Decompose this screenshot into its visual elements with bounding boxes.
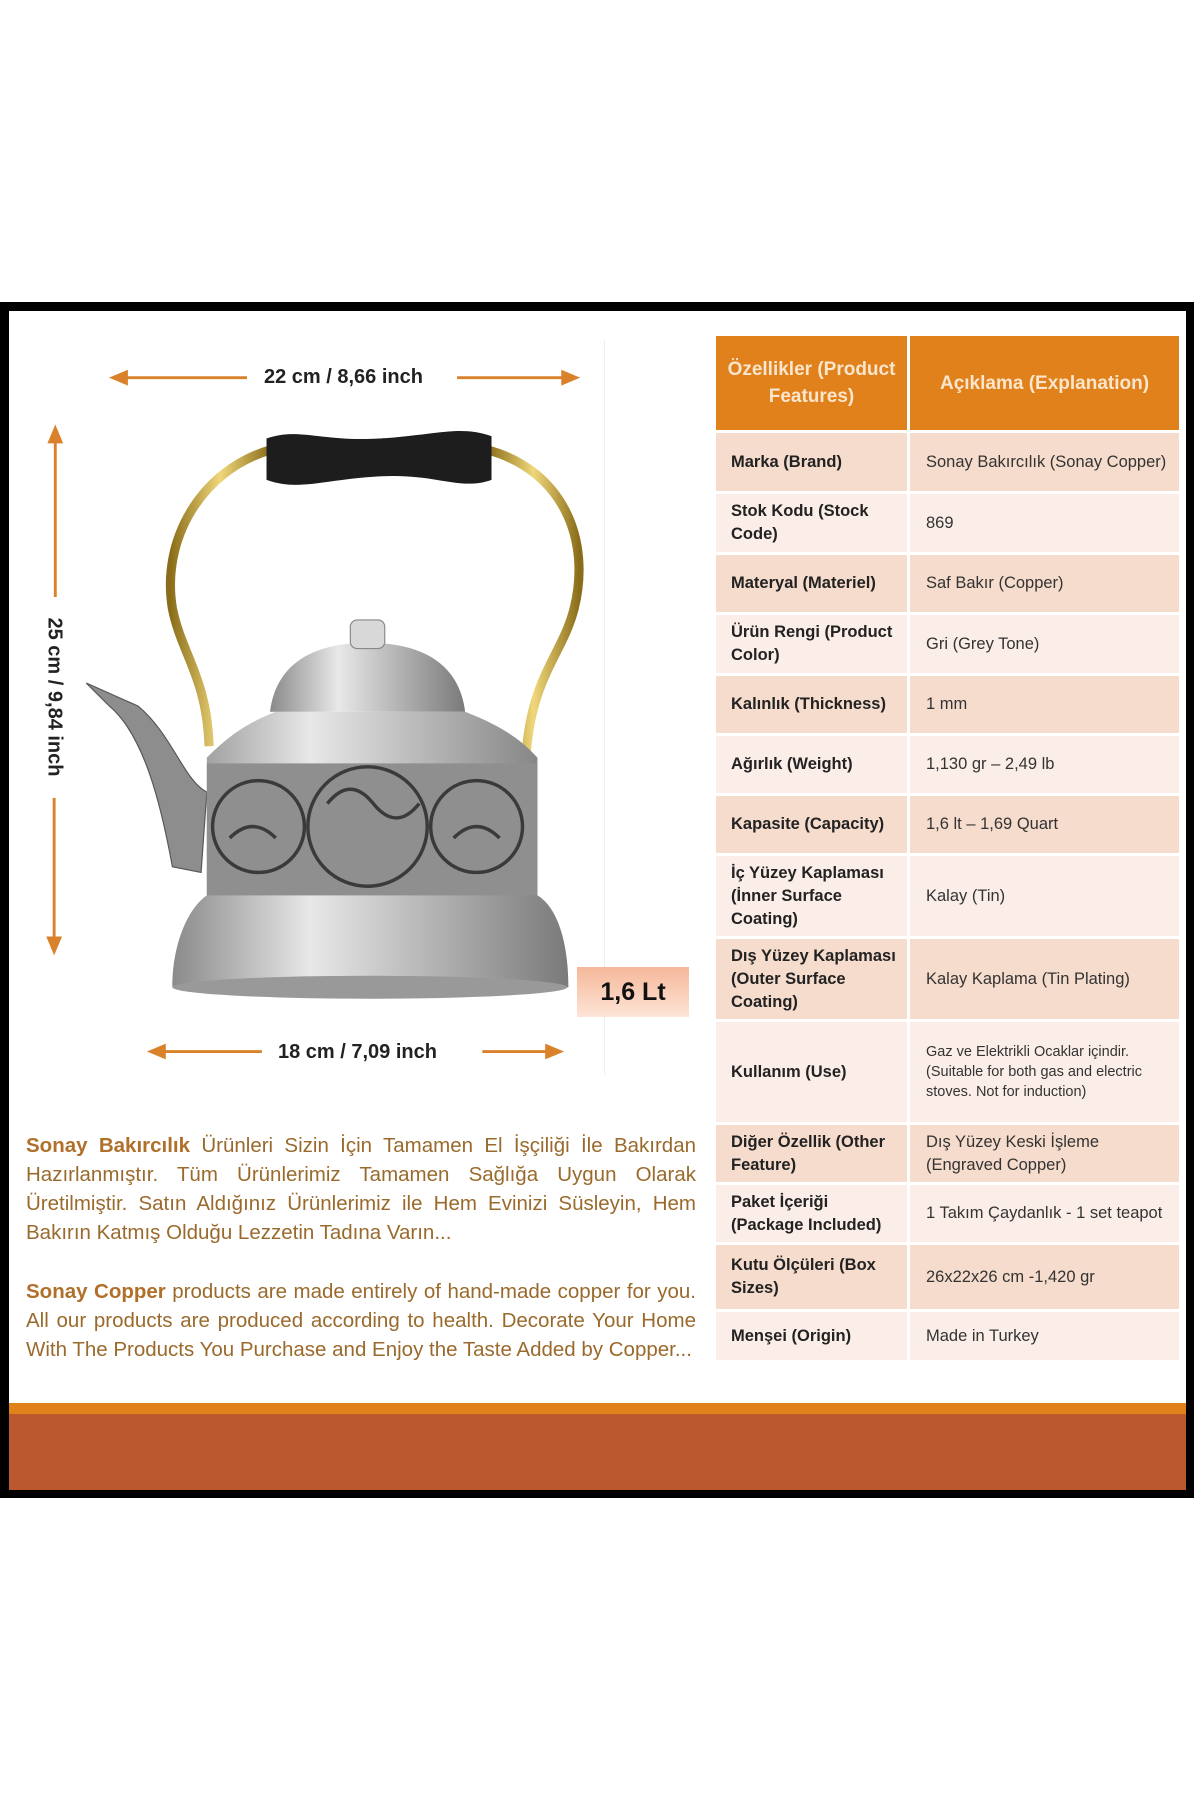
base-dimension-label: 18 cm / 7,09 inch xyxy=(278,1041,437,1063)
value-cell: Kalay (Tin) xyxy=(910,856,1179,936)
feature-cell: Ağırlık (Weight) xyxy=(716,736,910,793)
table-row xyxy=(716,1022,1179,1122)
table-row xyxy=(716,939,1179,1019)
footer-band xyxy=(9,1414,1186,1490)
feature-cell: Kalınlık (Thickness) xyxy=(716,676,910,733)
value-cell: Made in Turkey xyxy=(910,1312,1179,1360)
header-features: Özellikler (Product Features) xyxy=(716,336,910,430)
table-row xyxy=(716,555,1179,612)
feature-cell: Diğer Özellik (Other Feature) xyxy=(716,1125,910,1182)
value-cell: 869 xyxy=(910,494,1179,552)
value-cell: Dış Yüzey Keski İşleme (Engraved Copper) xyxy=(910,1125,1179,1182)
value-cell: 1 mm xyxy=(910,676,1179,733)
footer-stripe xyxy=(9,1403,1186,1414)
description-tr-text: Ürünleri Sizin İçin Tamamen El İşçiliği İle Bakırdan Hazırlanmıştır. Tüm Ürünlerimiz Tamamen Sağlığa Uygun Olarak Üretilmiştir. Satın Aldığınız Ürünlerimiz ile Hem Evinizi Süsleyin, Hem Bakırın Katmış Olduğu Lezzetin Tadına Varın... xyxy=(26,1134,696,1244)
height-dimension-label: 25 cm / 9,84 inch xyxy=(43,617,66,777)
feature-cell: Kapasite (Capacity) xyxy=(716,796,910,853)
value-cell: 1,6 lt – 1,69 Quart xyxy=(910,796,1179,853)
table-row xyxy=(716,856,1179,936)
volume-badge: 1,6 Lt xyxy=(577,967,689,1017)
value-cell: Sonay Bakırcılık (Sonay Copper) xyxy=(910,433,1179,491)
feature-cell: Marka (Brand) xyxy=(716,433,910,491)
table-row xyxy=(716,736,1179,793)
description-en-text: products are made entirely of hand-made copper for you. All our products are produced according to health. Decorate Your Home With The Products You Purchase and Enjoy the Taste Added by Copper... xyxy=(26,1280,696,1361)
value-cell: Gaz ve Elektrikli Ocaklar içindir. (Suitable for both gas and electric stoves. Not for induction) xyxy=(910,1022,1179,1122)
header-explanation: Açıklama (Explanation) xyxy=(910,336,1179,430)
table-row xyxy=(716,676,1179,733)
section-divider xyxy=(604,340,605,1075)
description-english xyxy=(26,1277,696,1364)
feature-cell: Kullanım (Use) xyxy=(716,1022,910,1122)
feature-cell: Menşei (Origin) xyxy=(716,1312,910,1360)
table-row xyxy=(716,1245,1179,1309)
feature-cell: Kutu Ölçüleri (Box Sizes) xyxy=(716,1245,910,1309)
table-row xyxy=(716,796,1179,853)
value-cell: 1,130 gr – 2,49 lb xyxy=(910,736,1179,793)
table-row xyxy=(716,1125,1179,1182)
table-row xyxy=(716,1312,1179,1360)
specifications-table xyxy=(716,333,1179,1363)
value-cell: Kalay Kaplama (Tin Plating) xyxy=(910,939,1179,1019)
brand-name-en: Sonay Copper xyxy=(26,1280,166,1303)
feature-cell: Paket İçeriği (Package Included) xyxy=(716,1185,910,1242)
table-row xyxy=(716,615,1179,673)
feature-cell: Stok Kodu (Stock Code) xyxy=(716,494,910,552)
value-cell: 1 Takım Çaydanlık - 1 set teapot xyxy=(910,1185,1179,1242)
description-turkish xyxy=(26,1131,696,1247)
table-row xyxy=(716,494,1179,552)
feature-cell: Dış Yüzey Kaplaması (Outer Surface Coating) xyxy=(716,939,910,1019)
value-cell: 26x22x26 cm -1,420 gr xyxy=(910,1245,1179,1309)
feature-cell: İç Yüzey Kaplaması (İnner Surface Coating) xyxy=(716,856,910,936)
value-cell: Gri (Grey Tone) xyxy=(910,615,1179,673)
brand-name-tr: Sonay Bakırcılık xyxy=(26,1134,191,1157)
feature-cell: Materyal (Materiel) xyxy=(716,555,910,612)
table-row xyxy=(716,433,1179,491)
width-dimension-label: 22 cm / 8,66 inch xyxy=(264,366,423,388)
feature-cell: Ürün Rengi (Product Color) xyxy=(716,615,910,673)
value-cell: Saf Bakır (Copper) xyxy=(910,555,1179,612)
table-row xyxy=(716,1185,1179,1242)
